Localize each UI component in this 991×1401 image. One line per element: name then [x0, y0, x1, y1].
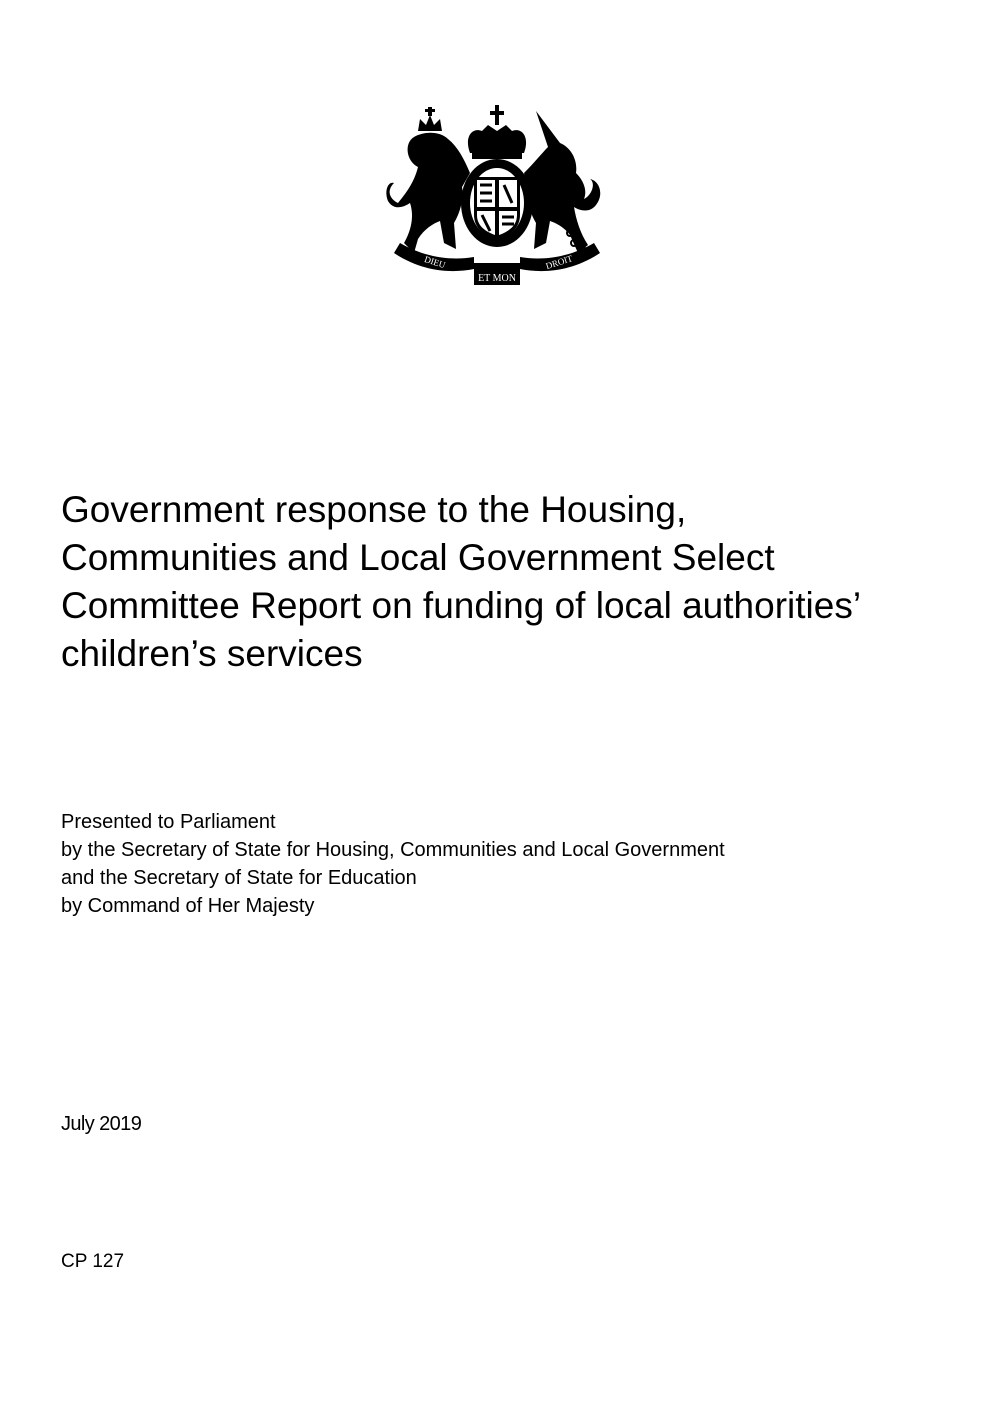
presentation-statement	[61, 808, 725, 920]
presented-line: by the Secretary of State for Housing, Communities and Local Government	[61, 839, 725, 861]
title-line: Communities and Local Government Select	[61, 537, 775, 578]
presented-line: Presented to Parliament	[61, 811, 276, 833]
svg-text:DIEU: DIEU	[423, 254, 447, 271]
publication-date: July 2019	[61, 1113, 142, 1135]
svg-text:ET MON: ET MON	[478, 273, 516, 284]
title-line: children’s services	[61, 633, 363, 674]
svg-text:DROIT: DROIT	[544, 253, 574, 272]
title-line: Government response to the Housing,	[61, 489, 687, 530]
title-line: Committee Report on funding of local authorities’	[61, 585, 862, 626]
command-paper-number: CP 127	[61, 1251, 125, 1272]
presented-line: by Command of Her Majesty	[61, 895, 315, 917]
royal-coat-of-arms-logo	[384, 103, 610, 287]
presented-line: and the Secretary of State for Education	[61, 867, 417, 889]
document-title	[61, 486, 961, 678]
